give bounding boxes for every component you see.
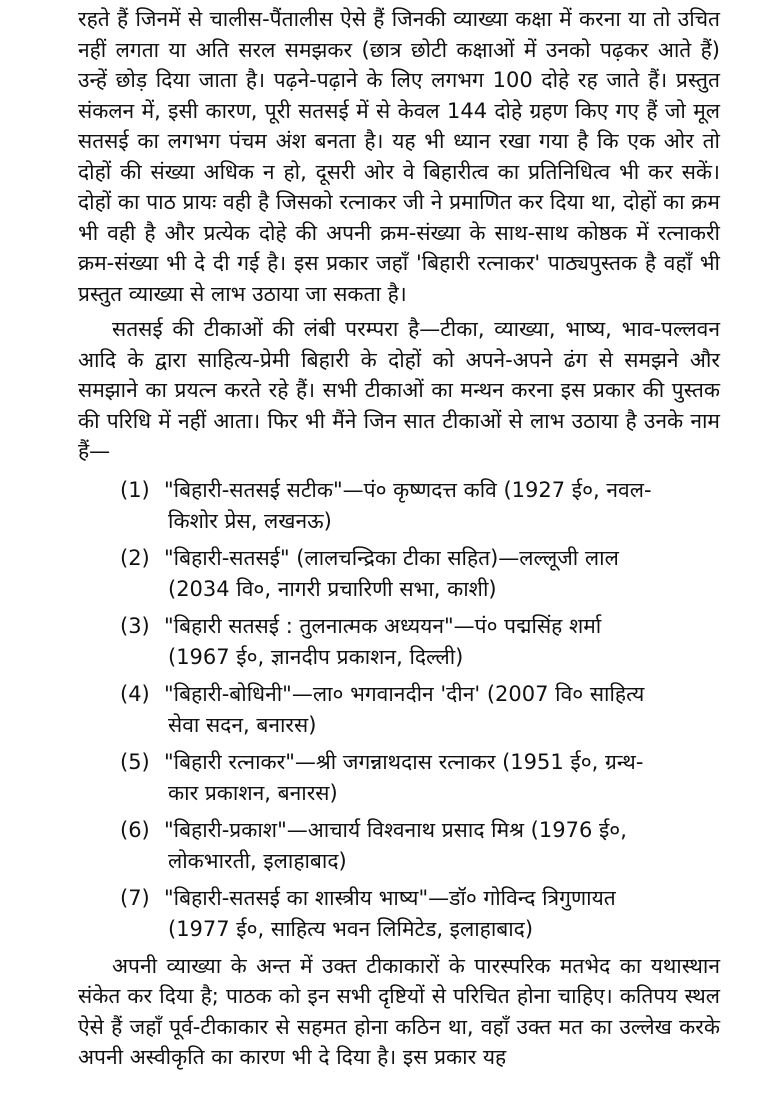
list-item xyxy=(78,883,720,945)
list-item-text: "बिहारी-बोधिनी"—ला० भगवानदीन 'दीन' (2007 वि० साहित्य xyxy=(164,681,645,706)
list-item-text: "बिहारी-सतसई सटीक"—पं० कृष्णदत्त कवि (1927 ई०, नवल- xyxy=(164,477,652,502)
intro-paragraph: रहते हैं जिनमें से चालीस-पैंतालीस ऐसे हैं जिनकी व्याख्या कक्षा में करना या तो उचित नहीं लगता या अति सरल समझकर (छात्र छोटी कक्षाओं में उनको पढ़कर आते हैं) उन्हें छोड़ दिया जाता है। पढ़ने-पढ़ाने के लिए लगभग 100 दोहे रह जाते हैं। प्रस्तुत संकलन में, इसी कारण, पूरी सतसई में से केवल 144 दोहे ग्रहण किए गए हैं जो मूल सतसई का लगभग पंचम अंश बनता है। यह भी ध्यान रखा गया है कि एक ओर तो दोहों की संख्या अधिक न हो, दूसरी ओर वे बिहारीत्व का प्रतिनिधित्व भी कर सकें। दोहों का पाठ प्रायः वही है जिसको रत्नाकर जी ने प्रमाणित कर दिया था, दोहों का क्रम भी वही है और प्रत्येक दोहे की अपनी क्रम-संख्या के साथ-साथ कोष्ठक में रत्नाकरी क्रम-संख्या भी दे दी गई है। इस प्रकार जहाँ 'बिहारी रत्नाकर' पाठ्यपुस्तक है वहाँ भी प्रस्तुत व्याख्या से लाभ उठाया जा सकता है। xyxy=(78,7,720,306)
list-item xyxy=(78,747,720,809)
list-item xyxy=(78,543,720,605)
list-item xyxy=(78,815,720,877)
list-item-text: "बिहारी सतसई : तुलनात्मक अध्ययन"—पं० पद्मसिंह शर्मा xyxy=(164,613,602,638)
commentary-list xyxy=(78,475,720,945)
commentaries-paragraph: सतसई की टीकाओं की लंबी परम्परा है—टीका, व्याख्या, भाष्य, भाव-पल्लवन आदि के द्वारा साहित्य-प्रेमी बिहारी के दोहों को अपने-अपने ढंग से समझने और समझाने का प्रयत्न करते रहे हैं। सभी टीकाओं का मन्थन करना इस प्रकार की पुस्तक की परिधि में नहीं आता। फिर भी मैंने जिन सात टीकाओं से लाभ उठाया है उनके नाम हैं— xyxy=(78,317,720,463)
list-item-number: (3) xyxy=(120,613,150,638)
list-item-number: (5) xyxy=(120,749,150,774)
list-item-continuation: कार प्रकाशन, बनारस) xyxy=(168,780,338,805)
list-item-number: (4) xyxy=(120,681,150,706)
list-item-continuation: (1967 ई०, ज्ञानदीप प्रकाशन, दिल्ली) xyxy=(168,644,464,669)
list-item-text: "बिहारी रत्नाकर"—श्री जगन्नाथदास रत्नाकर (1951 ई०, ग्रन्थ- xyxy=(164,749,644,774)
list-item xyxy=(78,679,720,741)
list-item-number: (1) xyxy=(120,477,150,502)
list-item-text: "बिहारी-प्रकाश"—आचार्य विश्वनाथ प्रसाद मिश्र (1976 ई०, xyxy=(164,817,627,842)
list-item-continuation: (1977 ई०, साहित्य भवन लिमिटेड, इलाहाबाद) xyxy=(168,916,534,941)
list-item-text: "बिहारी-सतसई का शास्त्रीय भाष्य"—डॉ० गोविन्द त्रिगुणायत xyxy=(164,885,616,910)
list-item-text: "बिहारी-सतसई" (लालचन्द्रिका टीका सहित)—लल्लूजी लाल xyxy=(164,545,619,570)
list-item-continuation: किशोर प्रेस, लखनऊ) xyxy=(168,508,332,533)
list-item-continuation: (2034 वि०, नागरी प्रचारिणी सभा, काशी) xyxy=(168,576,497,601)
list-item-continuation: लोकभारती, इलाहाबाद) xyxy=(168,848,347,873)
list-item-continuation: सेवा सदन, बनारस) xyxy=(168,712,317,737)
closing-paragraph: अपनी व्याख्या के अन्त में उक्त टीकाकारों के पारस्परिक मतभेद का यथास्थान संकेत कर दिया है; पाठक को इन सभी दृष्टियों से परिचित होना चाहिए। कतिपय स्थल ऐसे हैं जहाँ पूर्व-टीकाकार से सहमत होना कठिन था, वहाँ उक्त मत का उल्लेख करके अपनी अस्वीकृति का कारण भी दे दिया है। इस प्रकार यह xyxy=(78,953,720,1069)
list-item xyxy=(78,611,720,673)
list-item-number: (7) xyxy=(120,885,150,910)
list-item-number: (6) xyxy=(120,817,150,842)
list-item xyxy=(78,475,720,537)
list-item-number: (2) xyxy=(120,545,150,570)
